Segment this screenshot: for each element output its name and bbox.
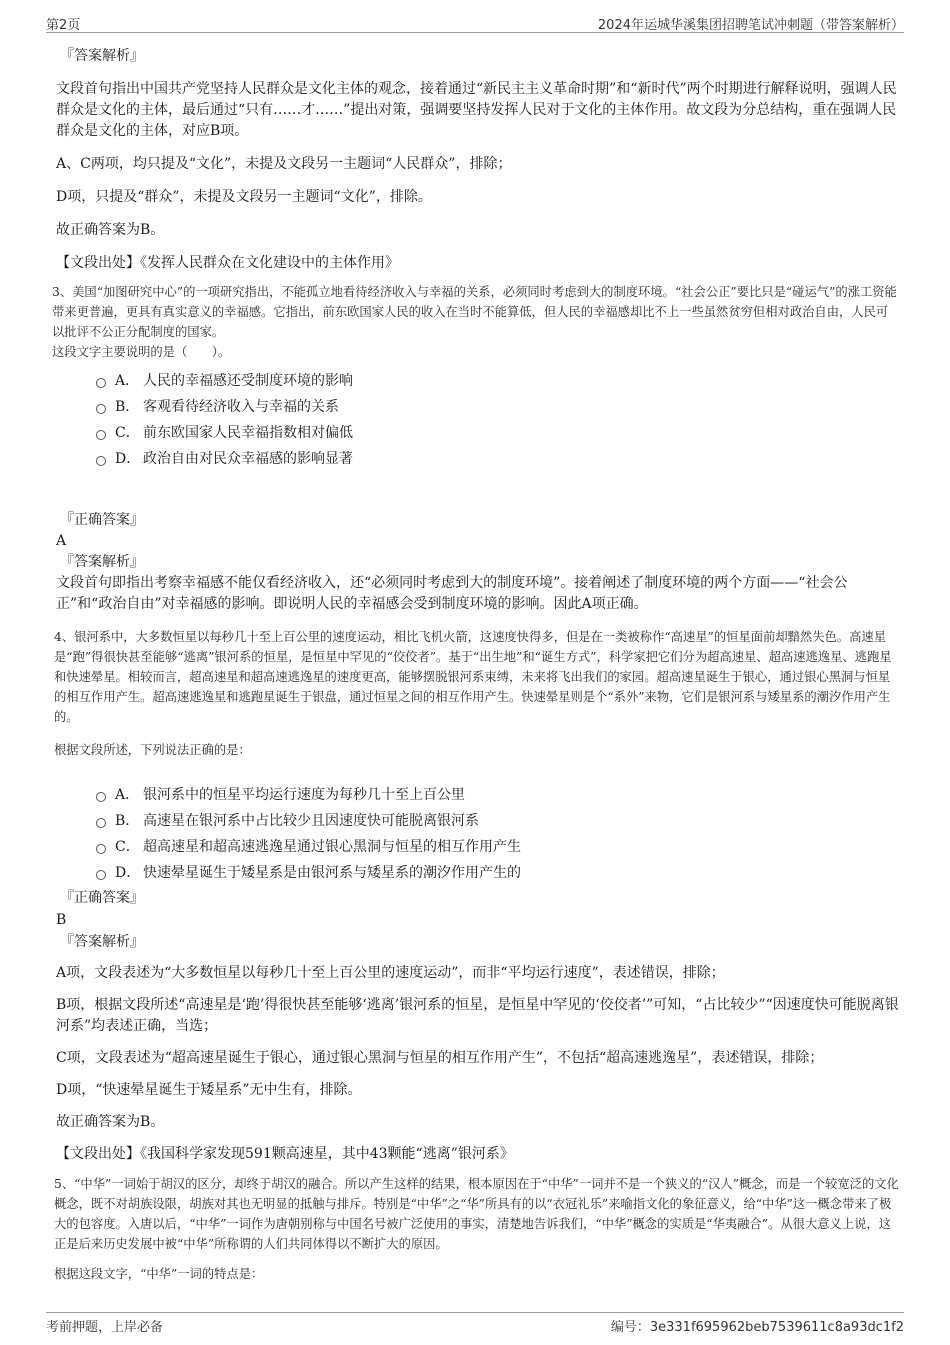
question-prompt: 根据这段文字，“中华”一词的特点是： xyxy=(54,1267,264,1281)
page-footer xyxy=(46,1312,904,1335)
analysis-a: A项，文段表述为“大多数恒星以每秒几十至上百公里的速度运动”，而非“平均运行速度”，表述错误，排除； xyxy=(56,965,725,981)
radio-icon[interactable] xyxy=(96,404,106,414)
page-content xyxy=(52,46,900,1284)
passage-source: 【文段出处】《我国科学家发现591颗高速星，其中43颗能“逃离”银河系》 xyxy=(56,1146,514,1162)
radio-icon[interactable] xyxy=(96,792,106,802)
radio-icon[interactable] xyxy=(96,870,106,880)
option-list xyxy=(56,368,900,472)
analysis-conclusion: 故正确答案为B。 xyxy=(56,1114,165,1130)
answer-label: 『正确答案』 xyxy=(60,512,144,528)
analysis-label: 『答案解析』 xyxy=(60,934,144,950)
analysis-label: 『答案解析』 xyxy=(60,554,144,570)
analysis-d: D项，只提及“群众”，未提及文段另一主题词“文化”，排除。 xyxy=(56,189,432,205)
analysis-text: 文段首句即指出考察幸福感不能仅看经济收入，还“必须同时考虑到大的制度环境”。接着阐述了制度环境的两个方面——“社会公正”和“政治自由”对幸福感的影响。即说明人民的幸福感会受到制度环境的影响。因此A项正确。 xyxy=(56,575,848,612)
question-stem: 5、“中华”一词始于胡汉的区分，却终于胡汉的融合。所以产生这样的结果，根本原因在于“中华”一词并不是一个狭义的“汉人”概念，而是一个较宽泛的文化概念，既不对胡族设限，胡族对其也无明显的抵触与排斥。特别是“中华”之“华”所具有的以“衣冠礼乐”来喻指文化的象征意义，给“中华”这一概念带来了极大的包容度。入唐以后，“中华”一词作为唐朝别称与中国名号被广泛使用的事实，清楚地告诉我们，“中华”概念的实质是“华夷融合”。从很大意义上说，这正是后来历史发展中被“中华”所称谓的人们共同体得以不断扩大的原因。 xyxy=(54,1177,899,1251)
option-d[interactable]: D． 政治自由对民众幸福感的影响显著 xyxy=(96,446,900,472)
option-b[interactable]: B． 客观看待经济收入与幸福的关系 xyxy=(96,394,900,420)
radio-icon[interactable] xyxy=(96,818,106,828)
option-b[interactable]: B． 高速星在银河系中占比较少且因速度快可能脱离银河系 xyxy=(96,808,900,834)
document-title: 2024年运城华溪集团招聘笔试冲刺题（带答案解析） xyxy=(597,18,904,33)
radio-icon[interactable] xyxy=(96,844,106,854)
document-id: 编号：3e331f695962beb7539611c8a93dc1f2 xyxy=(610,1320,904,1335)
radio-icon[interactable] xyxy=(96,456,106,466)
option-c[interactable]: C． 超高速星和超高速逃逸星通过银心黑洞与恒星的相互作用产生 xyxy=(96,834,900,860)
answer-value: A xyxy=(56,533,67,549)
analysis-text: 文段首句指出中国共产党坚持人民群众是文化主体的观念，接着通过“新民主主义革命时期”和“新时代”两个时期进行解释说明，强调人民群众是文化的主体，最后通过“只有……才……”提出对策，强调要坚持发挥人民对于文化的主体作用。故文段为分总结构，重在强调人民群众是文化的主体，对应B项。 xyxy=(56,81,897,139)
analysis-d: D项，“快速晕星诞生于矮星系”无中生有，排除。 xyxy=(56,1082,362,1098)
analysis-b: B项，根据文段所述“高速星是‘跑’得很快甚至能够‘逃离’银河系的恒星，是恒星中罕见的‘佼佼者’”可知，“占比较少”“因速度快可能脱离银河系”均表述正确，当选； xyxy=(56,997,899,1034)
footer-slogan: 考前押题，上岸必备 xyxy=(46,1320,164,1335)
option-a[interactable]: A． 银河系中的恒星平均运行速度为每秒几十至上百公里 xyxy=(96,782,900,808)
page-number: 第2页 xyxy=(46,18,81,33)
question-prompt: 这段文字主要说明的是（ ）。 xyxy=(52,345,231,359)
page-header xyxy=(46,12,904,33)
analysis-conclusion: 故正确答案为B。 xyxy=(56,222,165,238)
radio-icon[interactable] xyxy=(96,378,106,388)
question-stem: 4、银河系中，大多数恒星以每秒几十至上百公里的速度运动，相比飞机火箭，这速度快得多，但是在一类被称作“高速星”的恒星面前却黯然失色。高速星是“跑”得很快甚至能够“逃离”银河系的恒星，是恒星中罕见的“佼佼者”。基于“出生地”和“诞生方式”，科学家把它们分为超高速星、超高速逃逸星、逃跑星和快速晕星。相较而言，超高速星和超高速逃逸星的速度更高，能够摆脱银河系束缚，未来将飞出我们的家园。超高速星诞生于银心，通过银心黑洞与恒星的相互作用产生。超高速逃逸星和逃跑星诞生于银盘，通过恒星之间的相互作用产生。快速晕星则是个“系外”来物，它们是银河系与矮星系的潮汐作用产生的。 xyxy=(54,630,892,724)
option-d[interactable]: D． 快速晕星诞生于矮星系是由银河系与矮星系的潮汐作用产生的 xyxy=(96,860,900,886)
passage-source: 【文段出处】《发挥人民群众在文化建设中的主体作用》 xyxy=(56,255,399,271)
option-c[interactable]: C． 前东欧国家人民幸福指数相对偏低 xyxy=(96,420,900,446)
analysis-ac: A、C两项，均只提及“文化”，未提及文段另一主题词“人民群众”，排除； xyxy=(56,156,512,172)
question-stem: 3、美国“加图研究中心”的一项研究指出，不能孤立地看待经济收入与幸福的关系，必须同时考虑到大的制度环境。“社会公正”要比只是“碰运气”的涨工资能带来更普遍，更具有真实意义的幸福感。它指出，前东欧国家人民的收入在当时不能算低，但人民的幸福感却比不上一些虽然贫穷但相对政治自由，人民可以批评不公正分配制度的国家。 xyxy=(52,285,897,339)
question-prompt: 根据文段所述，下列说法正确的是： xyxy=(54,743,251,757)
answer-label: 『正确答案』 xyxy=(60,890,144,906)
option-a[interactable]: A． 人民的幸福感还受制度环境的影响 xyxy=(96,368,900,394)
option-list xyxy=(56,782,900,886)
analysis-c: C项，文段表述为“超高速星诞生于银心，通过银心黑洞与恒星的相互作用产生”，不包括“超高速逃逸星”，表述错误，排除； xyxy=(56,1050,824,1066)
analysis-label: 『答案解析』 xyxy=(60,48,144,64)
radio-icon[interactable] xyxy=(96,430,106,440)
answer-value: B xyxy=(56,912,67,928)
